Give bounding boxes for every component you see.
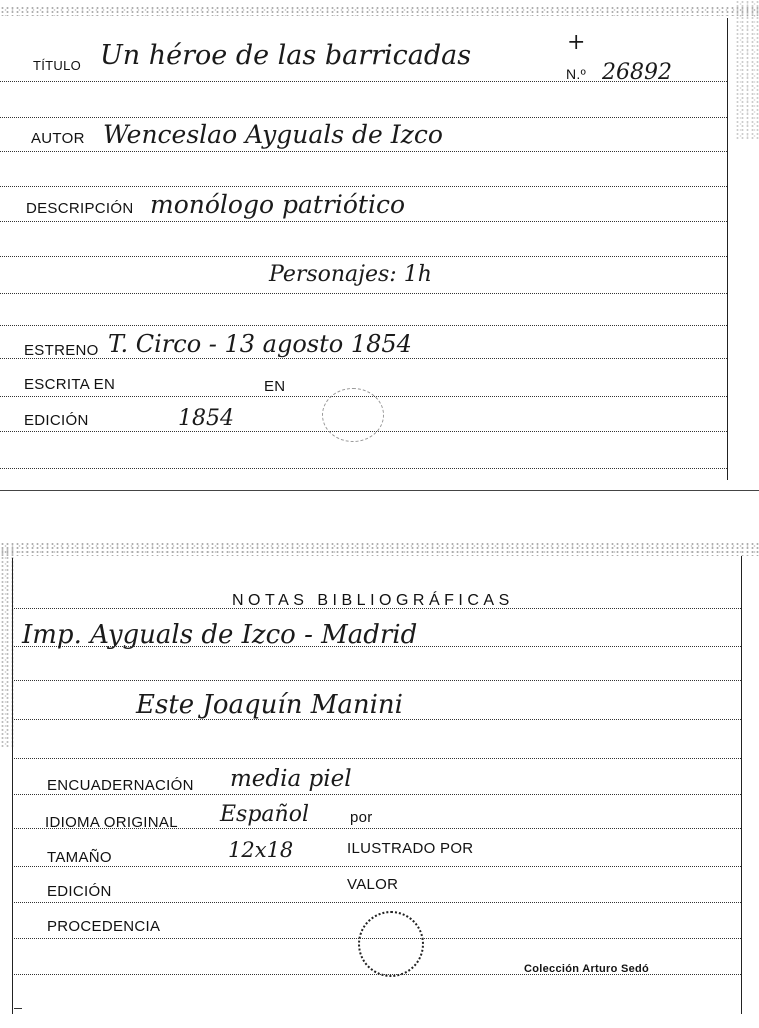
edicion-value: 1854	[178, 406, 234, 431]
rule	[0, 358, 727, 359]
rule	[0, 293, 727, 294]
en-label: EN	[264, 378, 286, 395]
encuadernacion-value: media piel	[230, 766, 352, 792]
ilustrado-por-label: ILUSTRADO POR	[347, 840, 474, 857]
estreno-label: ESTRENO	[24, 342, 99, 359]
rule	[14, 866, 741, 867]
card-left-border	[12, 558, 13, 1014]
personajes-value: Personajes: 1h	[269, 262, 432, 287]
idioma-original-value: Español	[220, 802, 309, 827]
rule	[0, 151, 727, 152]
numero-label: N.º	[566, 66, 587, 82]
rule	[14, 758, 741, 759]
edicion-label: EDICIÓN	[47, 883, 112, 900]
scan-noise-right	[735, 0, 759, 140]
estreno-value: T. Circo - 13 agosto 1854	[108, 330, 412, 358]
rule	[0, 256, 727, 257]
rule	[0, 468, 727, 469]
descripcion-value: monólogo patriótico	[150, 190, 406, 219]
coleccion-label: Colección Arturo Sedó	[524, 963, 650, 975]
numero-value: 26892	[602, 60, 672, 85]
autor-label: AUTOR	[31, 130, 85, 147]
library-stamp	[322, 388, 384, 442]
notas-heading: NOTAS BIBLIOGRÁFICAS	[232, 592, 514, 609]
scan-noise-top	[0, 542, 759, 556]
catalog-card-back	[0, 538, 759, 1028]
tamano-label: TAMAÑO	[47, 849, 112, 866]
rule	[14, 902, 741, 903]
rule	[0, 221, 727, 222]
rule	[0, 117, 727, 118]
valor-label: VALOR	[347, 876, 399, 893]
cross-mark: +	[567, 30, 586, 55]
edicion-label: EDICIÓN	[24, 412, 89, 429]
note-line-2: Este Joaquín Manini	[136, 690, 403, 720]
encuadernacion-label: ENCUADERNACIÓN	[47, 777, 194, 794]
descripcion-label: DESCRIPCIÓN	[26, 200, 134, 217]
catalog-card-front	[0, 0, 759, 500]
rule	[0, 186, 727, 187]
card-bottom-edge	[0, 490, 759, 491]
por-label: por	[350, 809, 373, 826]
library-stamp	[358, 911, 424, 977]
tamano-value: 12x18	[228, 838, 294, 862]
scan-noise-top	[0, 6, 759, 16]
corner-mark	[14, 1008, 22, 1009]
titulo-label: TÍTULO	[33, 58, 82, 73]
card-right-border	[727, 18, 728, 480]
titulo-value: Un héroe de las barricadas	[100, 40, 472, 71]
procedencia-label: PROCEDENCIA	[47, 918, 161, 935]
rule	[0, 325, 727, 326]
idioma-original-label: IDIOMA ORIGINAL	[45, 814, 178, 831]
rule	[14, 794, 741, 795]
note-line-1: Imp. Ayguals de Izco - Madrid	[22, 620, 418, 650]
autor-value: Wenceslao Ayguals de Izco	[103, 120, 443, 149]
rule	[14, 680, 741, 681]
escrita-en-label: ESCRITA EN	[24, 376, 116, 393]
card-right-border	[741, 556, 742, 1014]
